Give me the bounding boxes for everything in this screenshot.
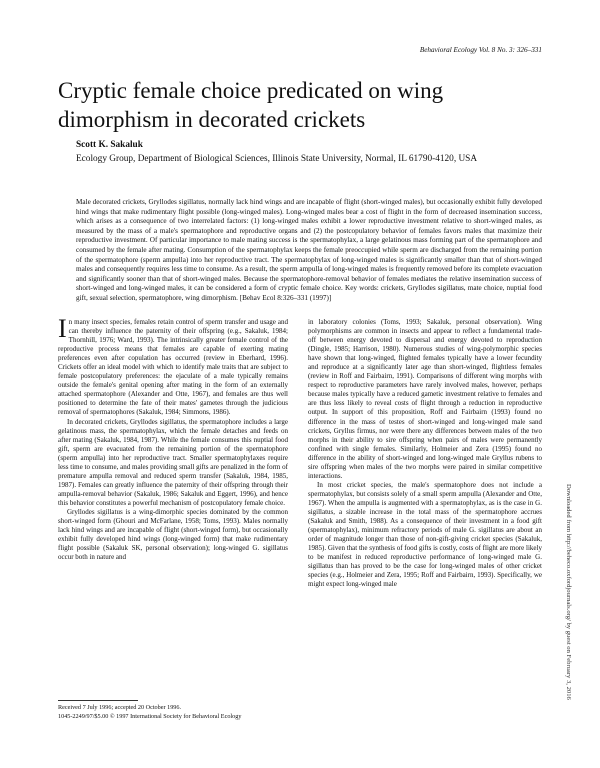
received-note: Received 7 July 1996; accepted 20 October 1996. <box>58 704 182 711</box>
body-column-right <box>308 318 542 589</box>
body-paragraph-text: n many insect species, females retain control of sperm transfer and usage and can thereby influence the paternity of their offspring (e.g., Sakaluk, 1984; Thornhill, 1976; Ward, 1993). The intrinsically greater female control of the reproductive process means that females are capable of exerting mating preferences even after copulation has occurred (review in Eberhard, 1996). Crickets offer an ideal model with which to identify male traits that are subject to female postcopulatory preferences: the ejaculate of a male typically remains outside the female's genital opening after mating in the form of an externally attached spermatophore (Alexander and Otte, 1967), and females are thus well positioned to determine the fate of their mates' gametes through the judicious removal of spermatophores (Sakaluk, 1984; Simmons, 1986). <box>58 318 288 417</box>
footnote-divider <box>58 700 138 701</box>
abstract: Male decorated crickets, Gryllodes sigillatus, normally lack hind wings and are incapable of flight (short-winged males), but occasionally exhibit fully developed hind wings that make rudimentary flight possible (long-winged males). Long-winged males bear a cost of flight in the form of decreased insemination success, which arises as a consequence of two interrelated factors: (1) long-winged males exhibit a lower reproductive investment relative to short-winged males, as measured by the mass of a male's spermatophore and reproductive organs and (2) the postcopulatory behavior of females favors males that maximize their reproductive investment. Of particular importance to male mating success is the spermatophylax, a large gelatinous mass forming part of the spermatophore and consumed by the female after mating. Consumption of the spermatophylax keeps the female preoccupied while sperm are discharged from the remaining portion of the spermatophore (sperm ampulla) into her reproductive tract. The spermatophylax of long-winged males is significantly smaller than that of short-winged males and consequently requires less time to consume. As a result, the sperm ampulla of long-winged males is frequently removed before its complete evacuation and significantly sooner than that of short-winged males. Because the spermatophore-removal behavior of females mediates the relative insemination success of short-winged and long-winged males, it can be considered a form of cryptic female choice. Key words: crickets, Gryllodes sigillatus, mate choice, nuptial food gift, sexual selection, spermatophore, wing dimorphism. [Behav Ecol 8:326–331 (1997)] <box>76 198 542 302</box>
article-title: Cryptic female choice predicated on wing dimorphism in decorated crickets <box>58 78 444 132</box>
body-paragraph: Gryllodes sigillatus is a wing-dimorphic species dominated by the common short-winged form (Ghouri and McFarlane, 1958; Toms, 1993). Males normally lack hind wings and are incapable of flight (short-winged form), but occasionally exhibit fully developed hind wings (long-winged form) that make rudimentary flight possible (Sakaluk SK, personal observation); long-winged G. sigillatus occur both in nature and <box>58 507 288 562</box>
journal-reference: Behavioral Ecology Vol. 8 No. 3: 326–331 <box>419 46 542 54</box>
drop-cap: I <box>58 314 67 343</box>
body-paragraph: in laboratory colonies (Toms, 1993; Sakaluk, personal observation). Wing polymorphisms are common in insects and appear to reflect a fundamental trade-off between energy devoted to dispersal and energy devoted to reproduction (Dingle, 1985; Harrison, 1980). Numerous studies of wing-polymorphic species have shown that long-winged, flighted females typically have a lower fecundity and reproduce at a significantly later age than short-winged, flightless females (review in Roff and Fairbairn, 1991). Comparisons of different wing morphs with respect to reproductive parameters have rarely involved males, however, perhaps because males typically have a reduced gametic investment relative to females and are thus less likely to reveal costs of flight through a reduction in reproductive output. In support of this proposition, Roff and Fairbairn (1993) found no difference in the mass of testes of short-winged and long-winged male sand crickets, Gryllus firmus, nor were there any differences between males of the two morphs in their ability to sire offspring when pairs of males were permanently confined with single females. Similarly, Holmeier and Zera (1995) found no difference in the ability of short-winged and long-winged male Gryllus rubens to sire offspring when males of the two morphs were paired in similar competitive interactions. <box>308 318 542 480</box>
body-paragraph: In decorated crickets, Gryllodes sigillatus, the spermatophore includes a large gelatinous mass, the spermatophylax, which the female detaches and feeds on after mating (Sakaluk, 1984, 1987). While the female consumes this nuptial food gift, sperm are evacuated from the remaining portion of the spermatophore (sperm ampulla) into her reproductive tract. Smaller spermatophylaxes require less time to consume, and males providing small gifts are penalized in the form of premature ampulla removal and reduced sperm transfer (Sakaluk, 1984, 1985, 1987). Females can greatly influence the paternity of their offspring through their ampulla-removal behavior (Sakaluk, 1986; Sakaluk and Eggert, 1996), and hence this behavior constitutes a powerful mechanism of postcopulatory female choice. <box>58 417 288 507</box>
body-column-left <box>58 314 288 562</box>
body-paragraph <box>58 314 288 418</box>
footnotes <box>58 703 298 721</box>
body-paragraph: In most cricket species, the male's spermatophore does not include a spermatophylax, but consists solely of a small sperm ampulla (Alexander and Otte, 1967). When the ampulla is augmented with a spermatophylax, as is the case in G. sigillatus, a sizable increase in the total mass of the spermatophore accrues (Sakaluk and Smith, 1988). As a consequence of their investment in a food gift (spermatophylax), minimum refractory periods of male G. sigillatus are about an order of magnitude longer than those of non-gift-giving cricket species (Sakaluk, 1985). Given that the synthesis of food gifts is costly, costs of flight are more likely to be manifest in reduced reproductive performance of long-winged male G. sigillatus than has proved to be the case for long-winged males of other cricket species (e.g., Holmeier and Zera, 1995; Roff and Fairbairn, 1993). Specifically, we might expect long-winged male <box>308 480 542 589</box>
author-name: Scott K. Sakaluk <box>76 140 143 150</box>
copyright-note: 1045-2249/97/$5.00 © 1997 International Society for Behavioral Ecology <box>58 713 242 720</box>
download-watermark: Downloaded from http://beheco.oxfordjournals.org/ by guest on February 3, 2016 <box>565 484 572 700</box>
author-affiliation: Ecology Group, Department of Biological Sciences, Illinois State University, Normal, IL 61790-4120, USA <box>76 154 478 164</box>
